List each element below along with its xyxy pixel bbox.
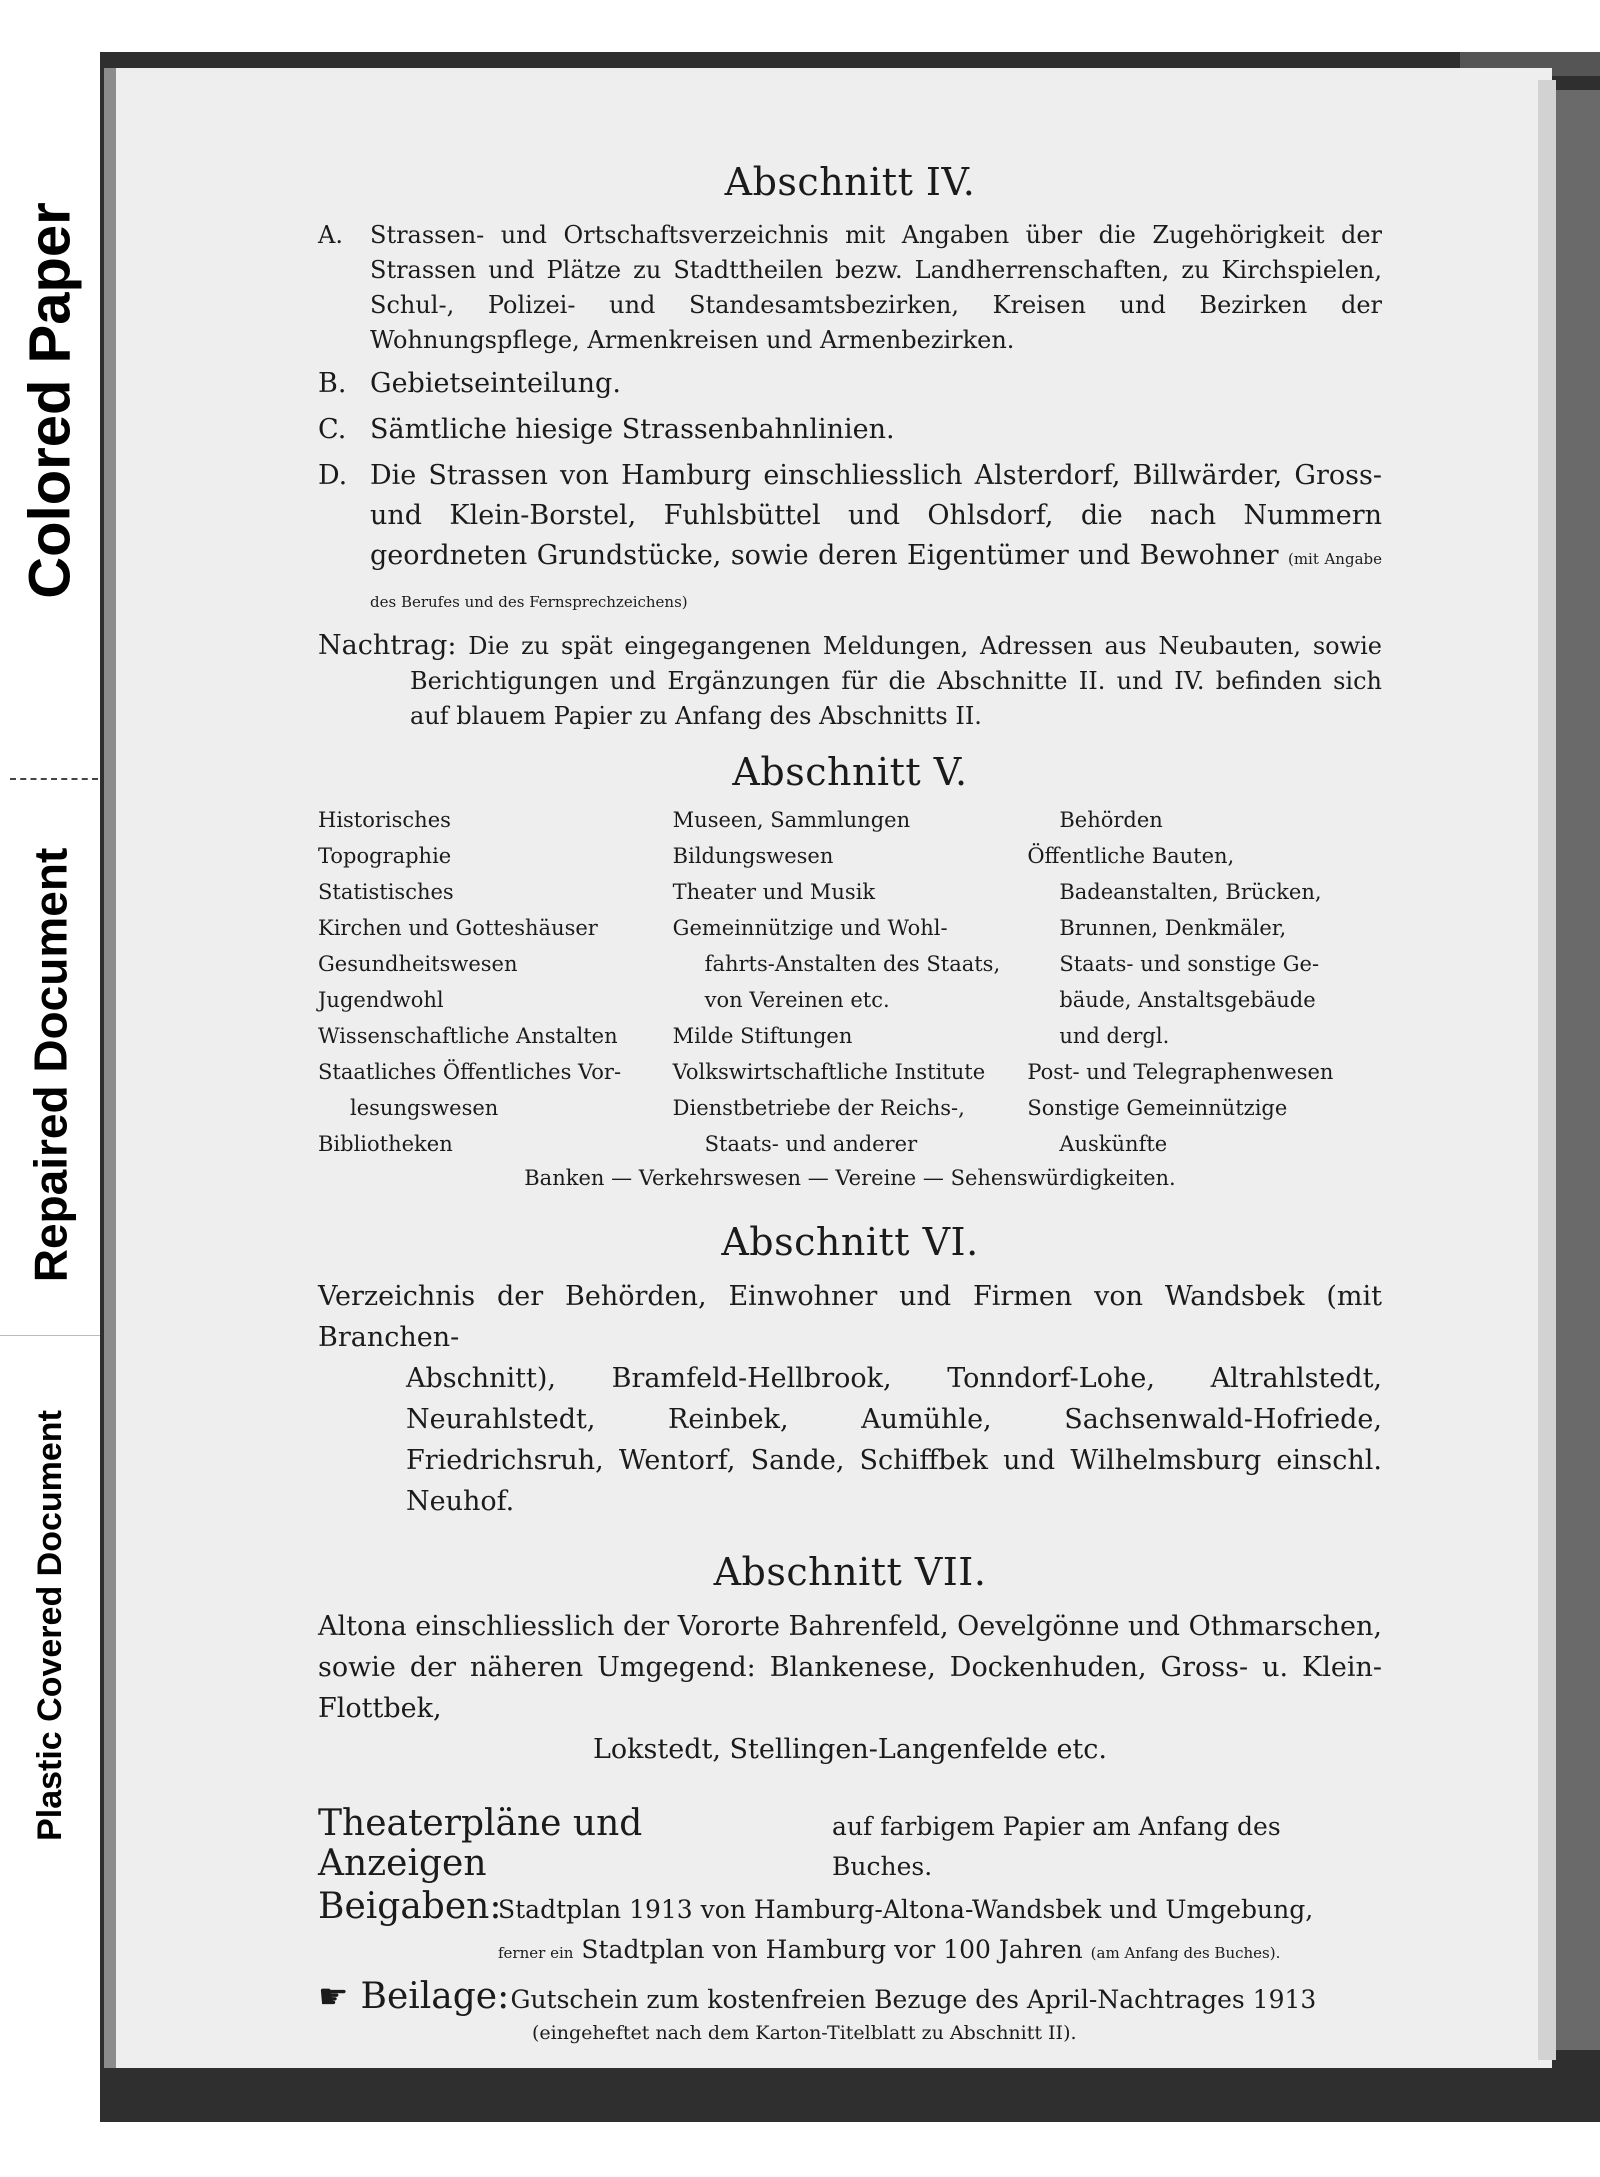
list-item: B. Gebietseinteilung. <box>318 368 621 399</box>
topic-item: Post- und Telegraphenwesen <box>1027 1060 1334 1084</box>
section-footer-line: Banken — Verkehrswesen — Vereine — Sehenswürdigkeiten. <box>524 1166 1176 1190</box>
section-title: Abschnitt VII. <box>713 1550 987 1594</box>
topic-item: Statistisches <box>318 880 454 904</box>
topic-item: Staats- und anderer <box>704 1132 918 1156</box>
topic-item: Milde Stiftungen <box>672 1024 853 1048</box>
topic-item: Staatliches Öffentliches Vor- <box>318 1060 622 1084</box>
nachtrag: Nachtrag: Die zu spät eingegangenen Meldungen, Adressen aus Neubauten, sowie Berichtigungen und Ergänzungen für die Abschnitte II. und IV. befinden sich auf blauem Papier zu Anfang des Abschnitts II. <box>318 630 1383 730</box>
topic-item: fahrts-Anstalten des Staats, <box>704 952 1001 976</box>
section-title: Abschnitt IV. <box>724 160 976 204</box>
topic-item: Öffentliche Bauten, <box>1027 844 1235 868</box>
topic-column <box>318 802 673 1162</box>
section-title: Abschnitt VI. <box>721 1220 979 1264</box>
page-content <box>318 160 1382 2046</box>
topic-item: Gesundheitswesen <box>318 952 518 976</box>
topic-item: Staats- und sonstige Ge- <box>1059 952 1320 976</box>
topic-item: Historisches <box>318 808 451 832</box>
topic-columns <box>318 802 1382 1162</box>
topic-item: Volkswirtschaftliche Institute <box>672 1060 986 1084</box>
topic-item: Theater und Musik <box>672 880 876 904</box>
topic-column <box>1027 802 1382 1162</box>
sidebar <box>0 0 100 2177</box>
colored-paper-tag: Colored Paper <box>17 201 83 599</box>
beilage-line: ☛ Beilage: Gutschein zum kostenfreien Bezuge des April-Nachtrages 1913 <box>318 1976 1317 2017</box>
topic-item: Behörden <box>1059 808 1163 832</box>
topic-item: Topographie <box>318 844 452 868</box>
section-title: Abschnitt V. <box>732 750 968 794</box>
topic-item: Dienstbetriebe der Reichs-, <box>672 1096 965 1120</box>
list-item: D. Die Strassen von Hamburg einschliesslich Alsterdorf, Billwärder, Gross- und Klein-Borstel, Fuhlsbüttel und Ohlsdorf, die nach Nummern geordneten Grundstücke, sowie deren Eigentümer und Bewohner (mit Angabe des Berufes und des Fernsprechzeichens) <box>318 460 1382 611</box>
list-item: A. Strassen- und Ortschaftsverzeichnis mit Angaben über die Zugehörigkeit der Strassen und Plätze zu Stadttheilen bezw. Landherrenschaften, zu Kirchspielen, Schul-, Polizei- und Standesamtsbezirken, Kreisen und Bezirken der Wohnungspflege, Armenkreisen und Armenbezirken. <box>318 221 1382 354</box>
topic-item: Museen, Sammlungen <box>672 808 911 832</box>
beilage-note: (eingeheftet nach dem Karton-Titelblatt zu Abschnitt II). <box>532 2022 1077 2044</box>
beigaben-line: Beigaben: Stadtplan 1913 von Hamburg-Altona-Wandsbek und Umgebung, <box>318 1886 1314 1927</box>
topic-item: Bibliotheken <box>318 1132 453 1156</box>
topic-item: Jugendwohl <box>318 988 444 1012</box>
topic-item: lesungswesen <box>350 1096 499 1120</box>
topic-item: und dergl. <box>1059 1024 1170 1048</box>
page-edge <box>1538 80 1556 2060</box>
divider <box>10 778 98 780</box>
theater-line: Theaterpläne und Anzeigen auf farbigem Papier am Anfang des Buches. <box>318 1803 1281 1884</box>
topic-item: bäude, Anstaltsgebäude <box>1059 988 1316 1012</box>
topic-item: Kirchen und Gotteshäuser <box>318 916 598 940</box>
list-item: C. Sämtliche hiesige Strassenbahnlinien. <box>318 414 895 445</box>
topic-item: Bildungswesen <box>672 844 834 868</box>
plastic-covered-tag: Plastic Covered Document <box>30 1409 69 1841</box>
book-binding <box>1552 90 1600 2050</box>
repaired-document-tag: Repaired Document <box>24 847 76 1283</box>
section-text: Verzeichnis der Behörden, Einwohner und Firmen von Wandsbek (mit Branchen- Abschnitt), Bramfeld-Hellbrook, Tonndorf-Lohe, Altrahlstedt, Neurahlstedt, Reinbek, Aumühle, Sachsenwald-Hofriede, Friedrichsruh, Wentorf, Sande, Schiffbek und Wilhelmsburg einschl. Neuhof. <box>318 1281 1382 1517</box>
topic-item: Brunnen, Denkmäler, <box>1059 916 1287 940</box>
topic-item: Auskünfte <box>1059 1132 1168 1156</box>
topic-item: Sonstige Gemeinnützige <box>1027 1096 1288 1120</box>
topic-column <box>673 802 1028 1162</box>
topic-item: Wissenschaftliche Anstalten <box>318 1024 618 1048</box>
beigaben-line-2: ferner ein Stadtplan von Hamburg vor 100 Jahren (am Anfang des Buches). <box>498 1935 1281 1964</box>
topic-item: von Vereinen etc. <box>704 988 890 1012</box>
section-text: Altona einschliesslich der Vororte Bahrenfeld, Oevelgönne und Othmarschen, sowie der näheren Umgegend: Blankenese, Dockenhuden, Gross- u. Klein-Flottbek, Lokstedt, Stellingen-Langenfelde etc. <box>318 1611 1382 1765</box>
topic-item: Badeanstalten, Brücken, <box>1059 880 1322 904</box>
topic-item: Gemeinnützige und Wohl- <box>672 916 948 940</box>
pointing-hand-icon: ☛ <box>318 1977 349 2017</box>
divider <box>0 1335 100 1336</box>
